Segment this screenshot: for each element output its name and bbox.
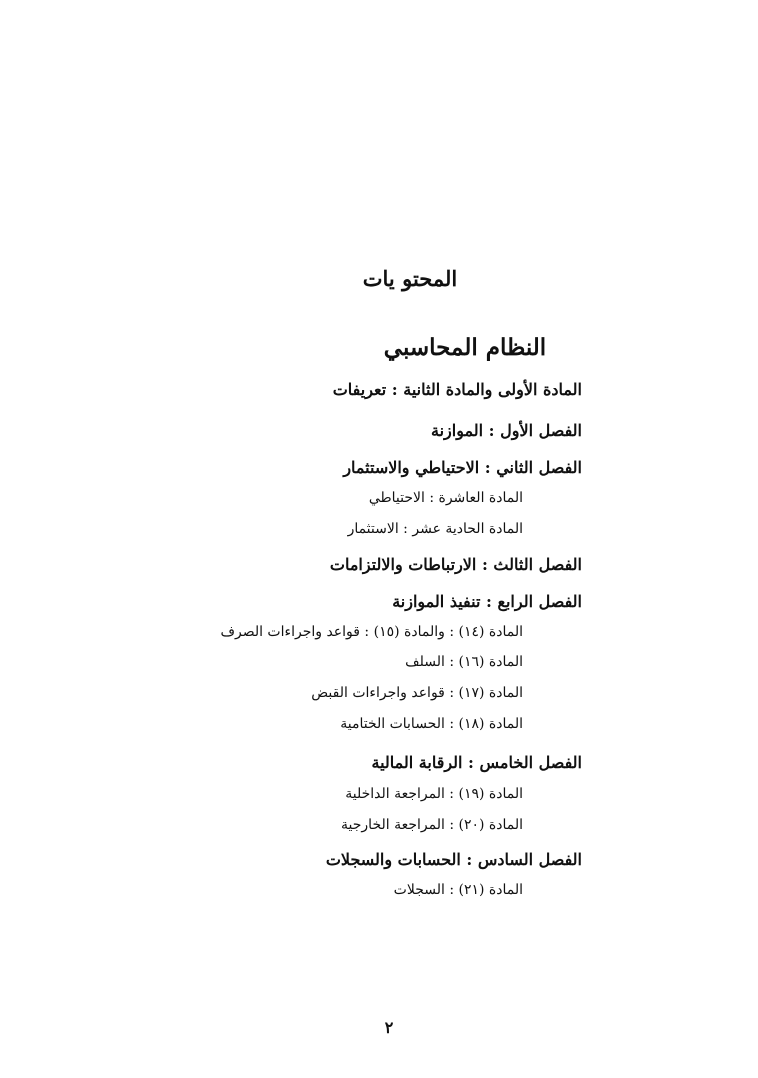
page-number: ٢ (384, 1018, 394, 1037)
toc-article-10: المادة العاشرة : الاحتياطي (368, 490, 523, 506)
toc-article-16: المادة (١٦) : السلف (405, 654, 523, 670)
toc-article-20: المادة (٢٠) : المراجعة الخارجية (341, 817, 523, 833)
toc-article-18: المادة (١٨) : الحسابات الختامية (340, 716, 523, 732)
toc-item-definitions: المادة الأولى والمادة الثانية : تعريفات (332, 380, 582, 399)
toc-chapter-1: الفصل الأول : الموازنة (431, 421, 582, 440)
toc-chapter-5: الفصل الخامس : الرقابة المالية (371, 753, 582, 772)
contents-title: المحتو يات (362, 266, 458, 291)
toc-article-14-15: المادة (١٤) : والمادة (١٥) : قواعد واجراءات الصرف (220, 624, 523, 640)
toc-article-19: المادة (١٩) : المراجعة الداخلية (345, 786, 523, 802)
toc-article-21: المادة (٢١) : السجلات (393, 882, 523, 898)
toc-article-17: المادة (١٧) : قواعد واجراءات القبض (311, 685, 523, 701)
toc-chapter-3: الفصل الثالث : الارتباطات والالتزامات (329, 555, 582, 574)
section-title: النظام المحاسبي (383, 334, 547, 361)
toc-chapter-4: الفصل الرابع : تنفيذ الموازنة (392, 592, 582, 611)
toc-chapter-6: الفصل السادس : الحسابات والسجلات (325, 850, 582, 869)
toc-article-11: المادة الحادية عشر : الاستثمار (347, 521, 523, 537)
toc-chapter-2: الفصل الثاني : الاحتياطي والاستثمار (343, 458, 582, 477)
